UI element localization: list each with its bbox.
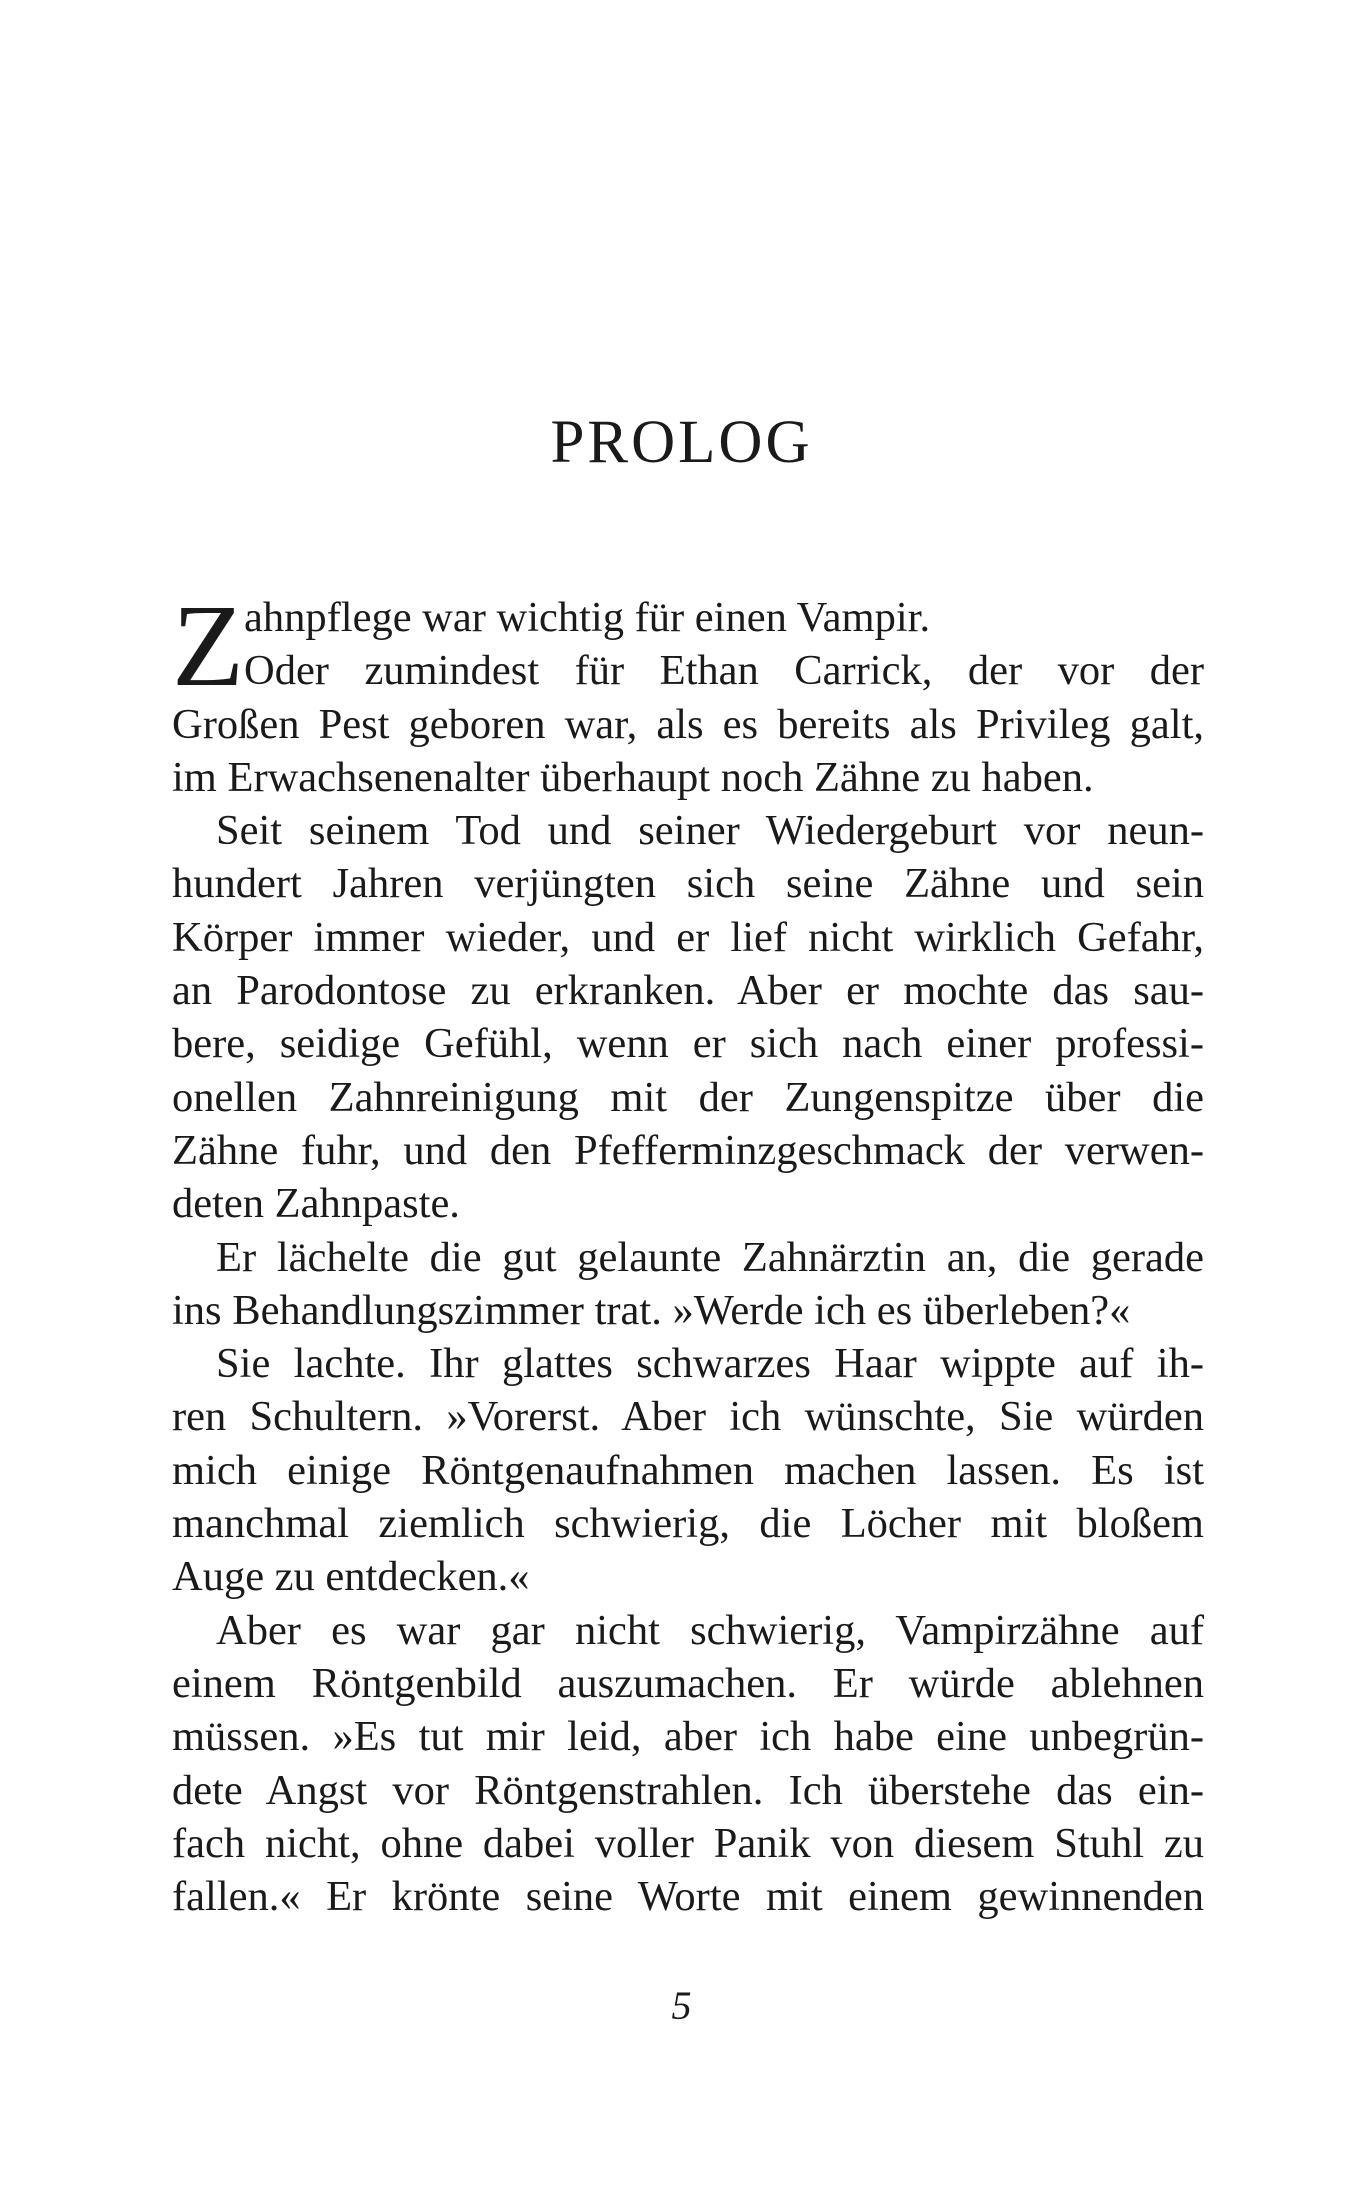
text-line: Zähne fuhr, und den Pfefferminzgeschmack der verwen- — [172, 1126, 1204, 1174]
text-line: fallen.« Er krönte seine Worte mit einem gewinnenden — [172, 1873, 1204, 1921]
text-line: Er lächelte die gut gelaunte Zahnärztin an, die gerade — [216, 1233, 1204, 1281]
text-line: müssen. »Es tut mir leid, aber ich habe eine unbegrün- — [172, 1713, 1204, 1761]
paragraph-4 — [172, 1337, 1204, 1603]
text-line: an Parodontose zu erkranken. Aber er mochte das sau- — [172, 967, 1204, 1015]
text-line: Sie lachte. Ihr glattes schwarzes Haar wippte auf ih- — [216, 1340, 1204, 1388]
text-line: mich einige Röntgenaufnahmen machen lassen. Es ist — [172, 1446, 1204, 1494]
text-line: Oder zumindest für Ethan Carrick, der vor der — [244, 647, 1204, 695]
text-line: im Erwachsenenalter überhaupt noch Zähne zu haben. — [172, 753, 1094, 801]
text-line: Aber es war gar nicht schwierig, Vampirzähne auf — [216, 1606, 1204, 1654]
text-line: Auge zu entdecken.« — [172, 1553, 530, 1601]
text-line: ahnpflege war wichtig für einen Vampir. — [244, 594, 931, 641]
text-line: dete Angst vor Röntgenstrahlen. Ich überstehe das ein- — [172, 1766, 1204, 1814]
text-line: Seit seinem Tod und seiner Wiedergeburt vor neun- — [216, 807, 1204, 855]
paragraph-5 — [172, 1604, 1204, 1924]
paragraph-1 — [172, 580, 1204, 804]
chapter-title: PROLOG — [550, 409, 813, 476]
text-line: hundert Jahren verjüngten sich seine Zähne und sein — [172, 860, 1204, 908]
page-number: 5 — [671, 1983, 692, 2028]
text-line: bere, seidige Gefühl, wenn er sich nach einer professi- — [172, 1020, 1204, 1068]
text-line: ins Behandlungszimmer trat. »Werde ich es überleben?« — [172, 1286, 1131, 1334]
body-text — [172, 580, 1204, 1923]
text-line: einem Röntgenbild auszumachen. Er würde ablehnen — [172, 1659, 1204, 1707]
text-line: deten Zahnpaste. — [172, 1180, 460, 1228]
text-line: Großen Pest geboren war, als es bereits als Privileg galt, — [172, 700, 1204, 748]
text-line: onellen Zahnreinigung mit der Zungenspitze über die — [172, 1073, 1204, 1121]
text-line: Körper immer wieder, und er lief nicht wirklich Gefahr, — [172, 913, 1204, 961]
text-line: ren Schultern. »Vorerst. Aber ich wünschte, Sie würden — [172, 1393, 1204, 1441]
text-line: manchmal ziemlich schwierig, die Löcher mit bloßem — [172, 1500, 1204, 1548]
drop-cap: Z — [172, 580, 245, 711]
paragraph-2 — [172, 804, 1204, 1230]
text-line: fach nicht, ohne dabei voller Panik von diesem Stuhl zu — [172, 1819, 1204, 1867]
paragraph-3 — [172, 1231, 1204, 1338]
